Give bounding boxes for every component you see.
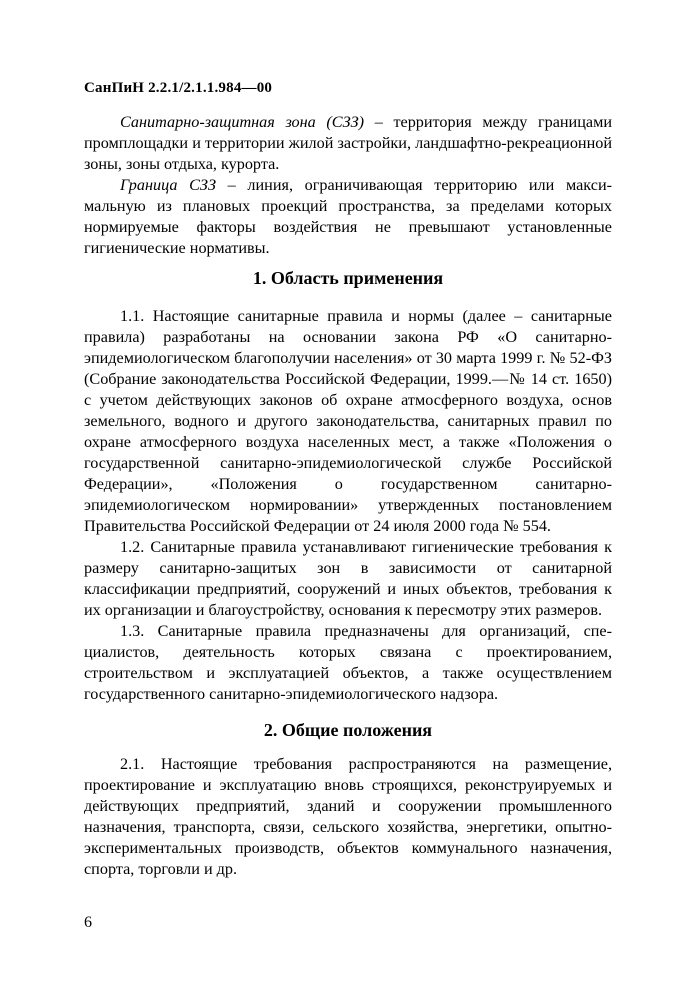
paragraph-1-3: 1.3. Санитарные правила предназначены для организаций, специалистов, деятельность которых связана с проектированием, строительством и эксплуатацией объектов, а также осуществлением государственного санитарно-эпидемиологического надзора. [84,622,612,703]
section-1-body [84,306,612,705]
definition-text: – территория между границами промплощадки и территории жилой застройки, ландшафтно-рекреационной зоны, зоны отдыха, курорта. [84,113,612,173]
paragraph-1-2: 1.2. Санитарные правила устанавливают гигиенические требования к размеру санитарно-защитых зон в зависимости от санитарной классификации предприятий, сооружений и иных объектов, требования к их организации и благоустройству, основания к пересмотру этих размеров. [84,538,612,619]
definition-szz-border [84,175,612,259]
definition-szz [84,112,612,175]
section-2-title: 2. Общие положения [263,720,433,740]
section-2-body [84,754,612,880]
definitions-block [84,112,612,259]
section-1-title: 1. Область применения [252,268,444,288]
definition-term: Санитарно-защитная зона (СЗЗ) [120,113,365,131]
document-code: СанПиН 2.2.1/2.1.1.984—00 [84,80,273,96]
paragraph-1-1: 1.1. Настоящие санитарные правила и нормы (далее – санитарные правила) разработаны на основании закона РФ «О санитарно-эпидемиологическом благополучии населения» от 30 марта 1999 г. № 52-ФЗ (Собрание законодательства Российской Федерации, 1999.—№ 14 ст. 1650) с учетом действующих законов об охране атмосферного воздуха, основ земельного, водного и другого законодательства, санитарных правил по охране атмосферного воздуха населенных мест, а также «Положения о государственной санитарно-эпидемиологической службе Российской Федерации», «Положения о государственном санитарно-эпидемиологическом нормировании» утвержденных постановлением Правительства Российской Федерации от 24 июля 2000 года № 554. [84,307,612,535]
paragraph-2-1: 2.1. Настоящие требования распространяются на размещение, проектирование и эксплуатацию вновь строящихся, реконструируемых и действующих предприятий, зданий и сооружении промышленного назначения, транспорта, связи, сельского хозяйства, энергетики, опытно-экспериментальных производств, объектов коммунального назначения, спорта, торговли и др. [84,755,612,878]
definition-text: – линия, ограничивающая территорию или максимальную из плановых проекций пространства, за пределами которых нормируемые факторы воздействия не превышают установленные гигиенические нормативы. [84,176,612,257]
page-number: 6 [84,914,92,931]
definition-term: Граница СЗЗ [120,176,216,194]
